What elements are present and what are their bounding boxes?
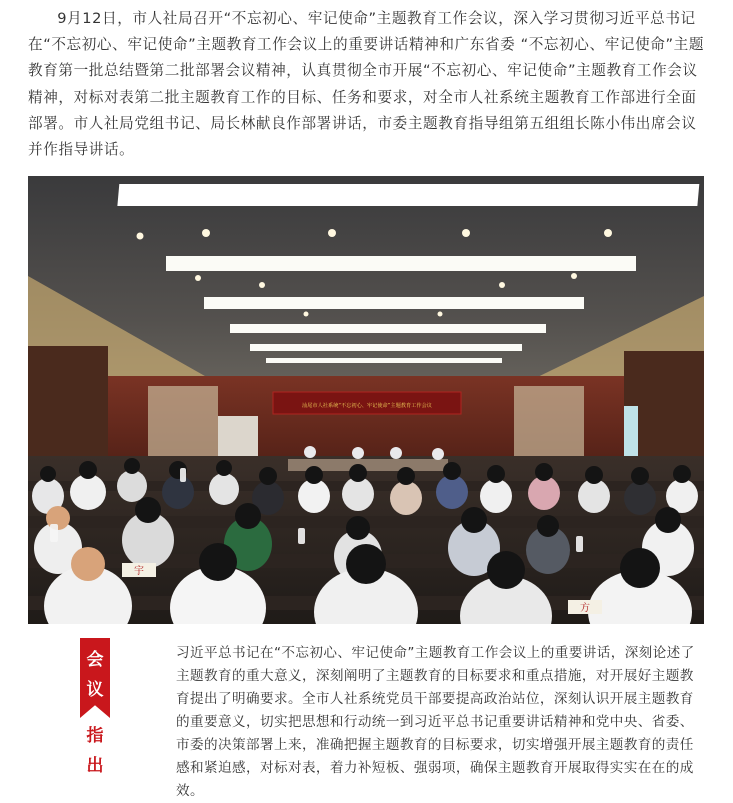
- photo-banner-text: 汕尾市人社系统“不忘初心、牢记使命”主题教育工作会议: [302, 403, 432, 409]
- label-char-chu: 出: [86, 756, 104, 776]
- nameplate-left: 宇: [134, 566, 144, 577]
- label-char-hui: 会: [86, 650, 104, 670]
- intro-paragraph: 9月12日，市人社局召开“不忘初心、牢记使命”主题教育工作会议，深入学习贯彻习近平总书记在“不忘初心、牢记使命”主题教育工作会议上的重要讲话精神和广东省委 “不忘初心、牢记使命”主题教育第一批总结暨第二批部署会议精神，认真贯彻全市开展“不忘初心、牢记使命”主题教育工作会议精神，对标对表第二批主题教育工作的目标、任务和要求，对全市人社系统主题教育工作部进行全面部署。市人社局党组书记、局长林献良作部署讲话，市委主题教育指导组第五组组长陈小伟出席会议并作指导讲话。: [28, 10, 705, 159]
- quote-paragraph: 习近平总书记在“不忘初心、牢记使命”主题教育工作会议上的重要讲话，深刻论述了主题教育的重大意义，深刻阐明了主题教育的目标要求和重点措施，对开展好主题教育提出了明确要求。全市人社系统党员干部要提高政治站位，深刻认识开展主题教育的重要意义，切实把思想和行动统一到习近平总书记重要讲话精神和党中央、省委、市委的决策部署上来，准确把握主题教育的目标要求，切实增强开展主题教育的责任感和紧迫感，对标对表，着力补短板、强弱项，确保主题教育开展取得实实在在的成效。: [176, 645, 695, 799]
- label-char-yi: 议: [86, 680, 104, 700]
- label-char-zhi: 指: [86, 726, 104, 746]
- nameplate-right: 方: [580, 603, 590, 614]
- meeting-photo: [28, 176, 704, 624]
